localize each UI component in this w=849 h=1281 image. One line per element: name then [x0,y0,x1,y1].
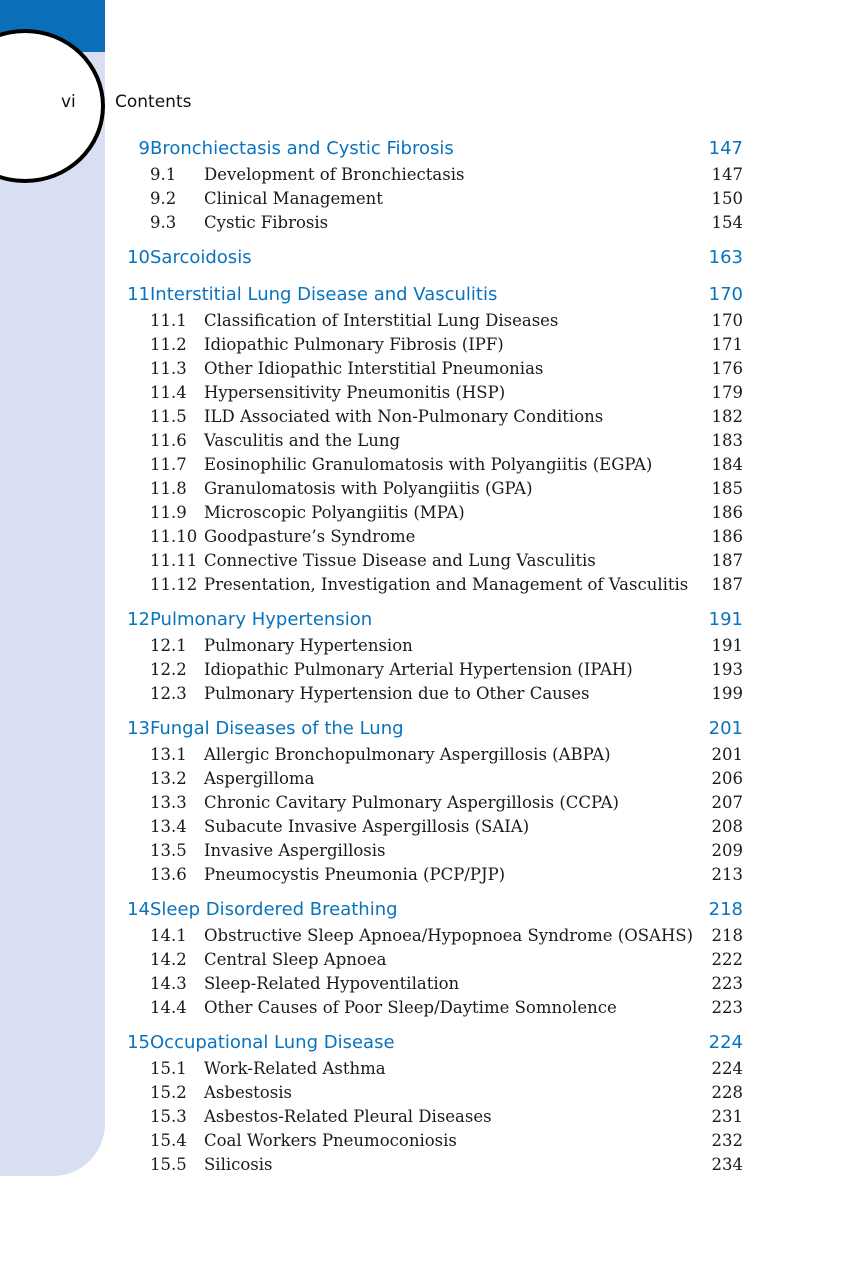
section-page-number: 207 [711,793,743,812]
section-page-number: 186 [711,503,743,522]
section-title: Other Idiopathic Interstitial Pneumonias [204,359,544,378]
section-title: Work-Related Asthma [204,1059,386,1078]
section-title: Pulmonary Hypertension due to Other Causes [204,684,590,703]
section-number: 9.1 [150,165,177,184]
section-title: Goodpasture’s Syndrome [204,527,416,546]
chapter-number: 14 [127,899,150,920]
chapter-heading[interactable] [118,135,743,163]
chapter-title: Sarcoidosis [150,247,252,268]
toc-section-row[interactable] [118,791,743,815]
section-number: 15.1 [150,1059,187,1078]
section-title: Allergic Bronchopulmonary Aspergillosis (ABPA) [204,745,611,764]
toc-section-row[interactable] [118,1081,743,1105]
toc-section-row[interactable] [118,658,743,682]
section-title: Invasive Aspergillosis [204,841,386,860]
section-number: 11.7 [150,455,187,474]
section-page-number: 193 [711,660,743,679]
section-number: 12.2 [150,660,187,679]
chapter-page-number: 224 [708,1032,743,1053]
section-title: Presentation, Investigation and Management of Vasculitis [204,575,689,594]
section-title: Hypersensitivity Pneumonitis (HSP) [204,383,506,402]
section-number: 12.3 [150,684,187,703]
section-page-number: 185 [711,479,743,498]
chapter-title: Fungal Diseases of the Lung [150,718,404,739]
toc-section-row[interactable] [118,357,743,381]
chapter-page-number: 218 [708,899,743,920]
chapter-title: Occupational Lung Disease [150,1032,395,1053]
section-title: Development of Bronchiectasis [204,165,465,184]
section-title: Granulomatosis with Polyangiitis (GPA) [204,479,533,498]
toc-section-row[interactable] [118,163,743,187]
toc-chapter [118,281,743,597]
toc-chapter [118,606,743,706]
section-number: 15.4 [150,1131,187,1150]
section-title: Eosinophilic Granulomatosis with Polyangiitis (EGPA) [204,455,653,474]
section-page-number: 231 [711,1107,743,1126]
section-number: 11.5 [150,407,187,426]
chapter-number: 12 [127,609,150,630]
toc-section-row[interactable] [118,948,743,972]
section-page-number: 206 [711,769,743,788]
section-number: 13.1 [150,745,187,764]
section-number: 14.4 [150,998,187,1017]
section-page-number: 223 [711,998,743,1017]
section-page-number: 176 [711,359,743,378]
section-page-number: 222 [711,950,743,969]
section-number: 9.3 [150,213,177,232]
toc-section-row[interactable] [118,1153,743,1177]
toc-section-row[interactable] [118,1105,743,1129]
chapter-heading[interactable] [118,281,743,309]
toc-section-row[interactable] [118,573,743,597]
toc-section-row[interactable] [118,309,743,333]
toc-section-row[interactable] [118,1129,743,1153]
section-page-number: 179 [711,383,743,402]
section-number: 15.3 [150,1107,187,1126]
toc-section-row[interactable] [118,634,743,658]
toc-chapter [118,1029,743,1177]
section-number: 11.1 [150,311,187,330]
toc-section-row[interactable] [118,839,743,863]
section-number: 14.2 [150,950,187,969]
section-number: 11.8 [150,479,187,498]
toc-section-row[interactable] [118,972,743,996]
section-title: Pneumocystis Pneumonia (PCP/PJP) [204,865,506,884]
section-title: Idiopathic Pulmonary Arterial Hypertension (IPAH) [204,660,633,679]
section-number: 15.5 [150,1155,187,1174]
toc-chapter [118,135,743,235]
toc-section-row[interactable] [118,187,743,211]
section-title: Connective Tissue Disease and Lung Vasculitis [204,551,596,570]
section-title: Idiopathic Pulmonary Fibrosis (IPF) [204,335,504,354]
chapter-heading[interactable] [118,896,743,924]
section-title: Subacute Invasive Aspergillosis (SAIA) [204,817,530,836]
section-title: Central Sleep Apnoea [204,950,387,969]
section-page-number: 182 [711,407,743,426]
section-title: Cystic Fibrosis [204,213,329,232]
toc-section-row[interactable] [118,549,743,573]
section-title: Vasculitis and the Lung [204,431,401,450]
section-number: 14.1 [150,926,187,945]
toc-section-row[interactable] [118,381,743,405]
section-number: 13.5 [150,841,187,860]
chapter-title: Pulmonary Hypertension [150,609,373,630]
section-number: 11.10 [150,527,198,546]
section-page-number: 187 [711,551,743,570]
section-title: Clinical Management [204,189,383,208]
section-number: 14.3 [150,974,187,993]
section-title: Aspergilloma [204,769,315,788]
toc-section-row[interactable] [118,1057,743,1081]
section-page-number: 213 [711,865,743,884]
section-title: Obstructive Sleep Apnoea/Hypopnoea Syndrome (OSAHS) [204,926,694,945]
section-title: Silicosis [204,1155,273,1174]
chapter-heading[interactable] [118,1029,743,1057]
section-number: 11.9 [150,503,187,522]
section-number: 13.4 [150,817,187,836]
section-page-number: 218 [711,926,743,945]
section-title: Chronic Cavitary Pulmonary Aspergillosis (CCPA) [204,793,619,812]
toc-section-row[interactable] [118,743,743,767]
running-head: Contents [115,92,192,112]
toc-section-row[interactable] [118,996,743,1020]
chapter-page-number: 191 [708,609,743,630]
section-page-number: 228 [711,1083,743,1102]
section-number: 13.6 [150,865,187,884]
section-page-number: 199 [711,684,743,703]
section-page-number: 171 [711,335,743,354]
section-page-number: 208 [711,817,743,836]
section-title: Sleep-Related Hypoventilation [204,974,460,993]
section-number: 9.2 [150,189,177,208]
chapter-number: 13 [127,718,150,739]
section-title: Microscopic Polyangiitis (MPA) [204,503,465,522]
section-number: 11.11 [150,551,198,570]
section-page-number: 147 [711,165,743,184]
section-title: Other Causes of Poor Sleep/Daytime Somnolence [204,998,617,1017]
section-page-number: 150 [711,189,743,208]
chapter-title: Sleep Disordered Breathing [150,899,398,920]
chapter-page-number: 201 [708,718,743,739]
section-page-number: 209 [711,841,743,860]
page-number: vi [61,92,76,112]
section-number: 11.2 [150,335,187,354]
section-page-number: 187 [711,575,743,594]
chapter-number: 10 [127,247,150,268]
section-page-number: 232 [711,1131,743,1150]
section-title: Coal Workers Pneumoconiosis [204,1131,457,1150]
chapter-heading[interactable] [118,606,743,634]
section-page-number: 223 [711,974,743,993]
section-title: ILD Associated with Non-Pulmonary Conditions [204,407,604,426]
section-page-number: 191 [711,636,743,655]
chapter-page-number: 147 [708,138,743,159]
section-page-number: 183 [711,431,743,450]
section-page-number: 170 [711,311,743,330]
toc-section-row[interactable] [118,333,743,357]
chapter-page-number: 170 [708,284,743,305]
section-number: 11.6 [150,431,187,450]
section-number: 13.2 [150,769,187,788]
section-title: Classification of Interstitial Lung Diseases [204,311,559,330]
toc-section-row[interactable] [118,815,743,839]
toc-chapter [118,896,743,1020]
chapter-number: 9 [138,138,150,159]
chapter-heading[interactable] [118,715,743,743]
chapter-page-number: 163 [708,247,743,268]
toc-chapter [118,715,743,887]
chapter-title: Interstitial Lung Disease and Vasculitis [150,284,498,305]
section-page-number: 201 [711,745,743,764]
section-page-number: 234 [711,1155,743,1174]
chapter-heading[interactable] [118,244,743,272]
toc-section-row[interactable] [118,477,743,501]
toc-section-row[interactable] [118,682,743,706]
toc-section-row[interactable] [118,863,743,887]
toc-section-row[interactable] [118,405,743,429]
section-title: Asbestosis [204,1083,292,1102]
section-page-number: 184 [711,455,743,474]
toc-section-row[interactable] [118,453,743,477]
section-number: 15.2 [150,1083,187,1102]
toc-section-row[interactable] [118,211,743,235]
section-page-number: 186 [711,527,743,546]
chapter-title: Bronchiectasis and Cystic Fibrosis [150,138,454,159]
toc-section-row[interactable] [118,429,743,453]
section-number: 11.4 [150,383,187,402]
toc-chapter [118,244,743,272]
toc-section-row[interactable] [118,501,743,525]
section-number: 12.1 [150,636,187,655]
chapter-number: 15 [127,1032,150,1053]
section-number: 11.3 [150,359,187,378]
table-of-contents [118,135,743,1186]
section-number: 11.12 [150,575,198,594]
section-page-number: 224 [711,1059,743,1078]
section-number: 13.3 [150,793,187,812]
chapter-number: 11 [127,284,150,305]
section-title: Pulmonary Hypertension [204,636,413,655]
toc-section-row[interactable] [118,767,743,791]
toc-section-row[interactable] [118,525,743,549]
section-page-number: 154 [711,213,743,232]
toc-section-row[interactable] [118,924,743,948]
section-title: Asbestos-Related Pleural Diseases [204,1107,492,1126]
